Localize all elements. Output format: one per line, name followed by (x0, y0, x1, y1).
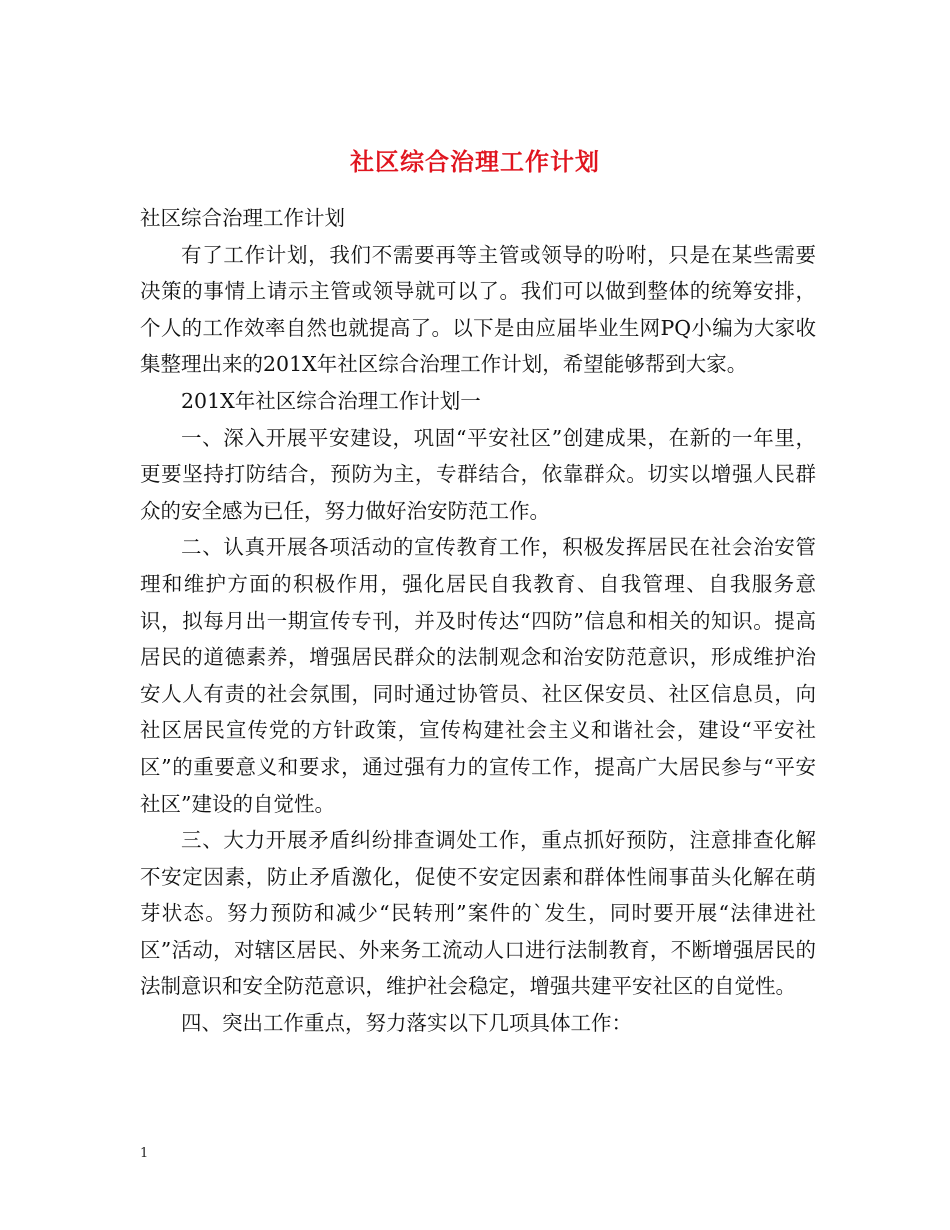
plan-subtitle: 201X年社区综合治理工作计划一 (181, 388, 481, 413)
section-four-paragraph: 四、突出工作重点，努力落实以下几项具体工作： (181, 1011, 632, 1036)
page-number: 1 (140, 1146, 149, 1161)
heading-line: 社区综合治理工作计划 (140, 206, 345, 230)
section-three-paragraph: 三、大力开展矛盾纠纷排查调处工作，重点抓好预防，注意排查化解不安定因素，防止矛盾激化，促使不安定因素和群体性闹事苗头化解在萌芽状态。努力预防和减少“民转刑”案件的`发生，同时要开展“法律进社区”活动，对辖区居民、外来务工流动人口进行法制教育，不断增强居民的法制意识和安全防范意识，维护社会稳定，增强共建平安社区的自觉性。 (140, 828, 816, 999)
document-body (140, 200, 816, 1042)
section-two-paragraph: 二、认真开展各项活动的宣传教育工作，积极发挥居民在社会治安管理和维护方面的积极作用，强化居民自我教育、自我管理、自我服务意识，拟每月出一期宣传专刊，并及时传达“四防”信息和相关的知识。提高居民的道德素养，增强居民群众的法制观念和治安防范意识，形成维护治安人人有责的社会氛围，同时通过协管员、社区保安员、社区信息员，向社区居民宣传党的方针政策，宣传构建社会主义和谐社会，建设“平安社区”的重要意义和要求，通过强有力的宣传工作，提高广大居民参与“平安社区”建设的自觉性。 (140, 535, 816, 816)
intro-paragraph: 有了工作计划，我们不需要再等主管或领导的吩咐，只是在某些需要决策的事情上请示主管或领导就可以了。我们可以做到整体的统筹安排，个人的工作效率自然也就提高了。以下是由应届毕业生网PQ小编为大家收集整理出来的201X年社区综合治理工作计划，希望能够帮到大家。 (140, 242, 816, 377)
document-title: 社区综合治理工作计划 (350, 147, 600, 177)
section-one-paragraph: 一、深入开展平安建设，巩固“平安社区”创建成果，在新的一年里，更要坚持打防结合，预防为主，专群结合，依靠群众。切实以增强人民群众的安全感为已任，努力做好治安防范工作。 (140, 425, 816, 523)
